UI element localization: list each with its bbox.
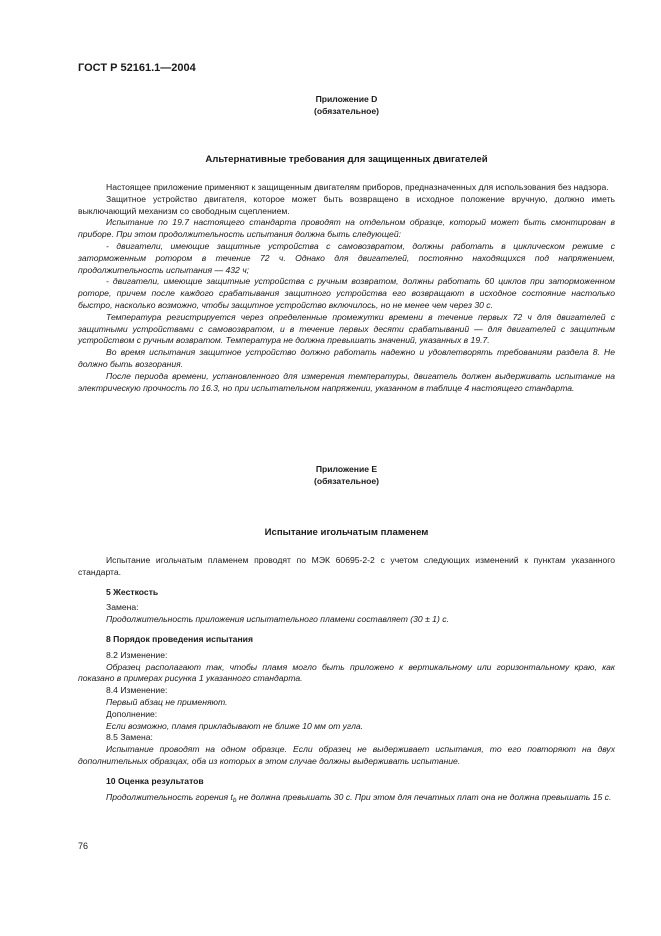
section-5-line: Замена: <box>106 602 139 613</box>
section-8-line: 8.5 Замена: <box>106 732 153 743</box>
section-8-title: 8 Порядок проведения испытания <box>106 633 253 644</box>
annex-d-heading: Альтернативные требования для защищенных двигателей <box>205 154 488 165</box>
section-8-line: Если возможно, пламя прикладывают не ближе 10 мм от угла. <box>106 720 364 731</box>
section-8-line: Первый абзац не применяют. <box>106 696 228 707</box>
document-header: ГОСТ Р 52161.1—2004 <box>78 62 196 74</box>
annex-d-paragraph: Защитное устройство двигателя, которое может быть возвращено в исходное положение вручную, должно иметь выключающий механизм со свободным сцеплением. <box>78 193 615 216</box>
annex-d-paragraph: Настоящее приложение применяют к защищенным двигателям приборов, предназначенных для использования без надзора. <box>106 182 609 192</box>
annex-e-label <box>78 464 615 488</box>
section-10-subscript: b <box>232 796 237 804</box>
annex-d-paragraph: - двигатели, имеющие защитные устройства с самовозвратом, должны работать в циклическом режиме с заторможенным ротором в течение 72 ч. Однако для двигателей, постоянно находящихся под напряжением, продолжительность испытания — 432 ч; <box>78 240 615 275</box>
section-5-line: Продолжительность приложения испытательного пламени составляет (30 ± 1) с. <box>106 614 449 625</box>
annex-e-status: (обязательное) <box>313 475 380 486</box>
section-8-line: 8.4 Изменение: <box>106 685 168 696</box>
annex-d-title: Приложение D <box>315 94 378 104</box>
annex-d-paragraph: После периода времени, установленного для измерения температуры, двигатель должен выдерживать испытание на электрическую прочность по 16.3, но при испытательном напряжении, указанном в таблице 4 настоящего стандарта. <box>78 370 615 393</box>
annex-d-status: (обязательное) <box>313 105 380 116</box>
annex-d-body <box>78 182 615 394</box>
annex-e-intro: Испытание игольчатым пламенем проводят по МЭК 60695-2-2 с учетом следующих изменений к пунктам указанного стандарта. <box>78 555 615 577</box>
annex-d-label <box>78 94 615 118</box>
section-10-text-a: Продолжительность горения t <box>106 791 233 802</box>
annex-d-paragraph: Температура регистрируется через определенные промежутки времени в течение первых 72 ч для двигателей с защитными устройствами с самовозвратом, и в течение первых десяти срабатываний — для двигателей с защитным устройством с ручным возвратом. Температура не должна превышать значений, указанных в 19.7. <box>78 311 615 346</box>
section-10-text <box>78 792 615 807</box>
section-8-line: Дополнение: <box>106 708 158 719</box>
section-10-title: 10 Оценка результатов <box>106 775 204 786</box>
annex-e-heading: Испытание игольчатым пламенем <box>264 527 429 538</box>
section-5-title: 5 Жесткость <box>106 586 159 597</box>
annex-d-paragraph: Во время испытания защитное устройство должно работать надежно и удовлетворять требованиям раздела 8. Не должно быть возгорания. <box>78 347 615 369</box>
page-number: 76 <box>78 841 89 851</box>
annex-e-title: Приложение Е <box>315 464 378 474</box>
section-8-line: Испытание проводят на одном образце. Если образец не выдерживает испытания, то его повторяют на двух дополнительных образцах, оба из которых в этом случае должны выдерживать испытание. <box>78 744 615 766</box>
annex-d-paragraph: Испытание по 19.7 настоящего стандарта проводят на отдельном образце, который может быть смонтирован в приборе. При этом продолжительность испытания должна быть следующей: <box>78 217 615 240</box>
section-10-text-b: не должна превышать 30 с. При этом для печатных плат она не должна превышать 15 с. <box>236 791 612 802</box>
section-8-line: 8.2 Изменение: <box>106 649 168 660</box>
section-8-line: Образец располагают так, чтобы пламя могло быть приложено к вертикальному или горизонтальному краю, как показано в примерах рисунка 1 указанного стандарта. <box>78 661 615 684</box>
annex-d-paragraph: - двигатели, имеющие защитные устройства с ручным возвратом, должны работать 60 циклов при заторможенном роторе, причем после каждого срабатывания защитного устройства его возвращают в исходное состояние настолько быстро, насколько возможно, чтобы защитное устройство включилось, но не менее чем через 30 с. <box>78 276 615 310</box>
annex-e-body <box>78 555 615 806</box>
